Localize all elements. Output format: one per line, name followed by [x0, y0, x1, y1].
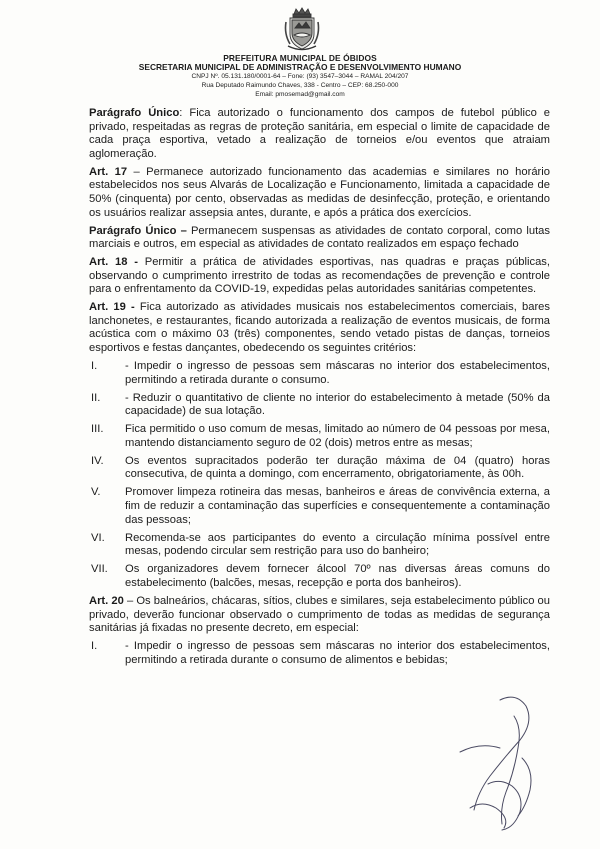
item-number: VII. [91, 563, 108, 576]
list-item [89, 455, 550, 482]
item-number: III. [91, 423, 104, 436]
list-item [89, 360, 550, 387]
item-text: - Reduzir o quantitativo de cliente no interior do estabelecimento à metade (50% da capacidade) de sua lotação. [125, 391, 550, 418]
document-body [89, 107, 550, 672]
list-item [89, 640, 550, 667]
item-text: Fica permitido o uso comum de mesas, limitado ao número de 04 pessoas por mesa, mantendo distanciamento seguro de 02 (dois) metros entre as mesas; [125, 423, 550, 449]
list-item [89, 563, 550, 590]
article-17 [89, 166, 550, 220]
list-item [89, 532, 550, 559]
article-text: Permitir a prática de atividades esportivas, nas quadras e praças públicas, observando o cumprimento irrestrito de todas as recomendações de prevenção e controle para o enfrentamento da COVID-19, expedidas pelas autoridades sanitárias competentes. [89, 256, 550, 296]
article-label: Art. 20 [89, 595, 124, 608]
item-number: II. [91, 391, 101, 404]
item-text: Os eventos supracitados poderão ter duração máxima de 04 (quatro) horas consecutiva, de quinta a domingo, com encerramento, obrigatoriamente, às 00h. [125, 454, 550, 481]
paragraph-unico-2 [89, 225, 550, 252]
article-text: – Permanece autorizado funcionamento das academias e similares no horário estabelecidos nos seus Alvarás de Localização e Funcionamento, limitada a capacidade de 50% (cinquenta) por cento, observadas as medidas de desinfecção, proteção, e orientando os usuários realizar assepsia antes, durante, e após a prática dos exercícios. [89, 165, 550, 219]
list-item [89, 423, 550, 450]
article-18 [89, 256, 550, 297]
cnpj-phone: CNPJ Nº. 05.131.180/0001-64 – Fone: (93) 3547–3044 – RAMAL 204/207 [191, 73, 409, 80]
paragraph-text: Permanecem suspensas as atividades de contato corporal, como lutas marciais e outros, em especial as atividades de contato realizados em espaço fechado [89, 224, 550, 251]
municipal-seal-icon [282, 6, 322, 52]
paragraph-unico-1 [89, 107, 550, 161]
paragraph-label: Parágrafo Único [89, 107, 180, 119]
municipality-name: PREFEITURA MUNICIPAL DE ÓBIDOS [223, 53, 377, 63]
article-label: Art. 17 [89, 165, 128, 178]
item-number: IV. [91, 454, 104, 467]
item-number: V. [91, 486, 101, 499]
list-item [89, 392, 550, 419]
article-label: Art. 18 - [89, 256, 138, 269]
email: Email: pmosemad@gmail.com [255, 91, 345, 98]
article-20 [89, 595, 550, 636]
secretariat-name: SECRETARIA MUNICIPAL DE ADMINISTRAÇÃO E DESENVOLVIMENTO HUMANO [138, 62, 462, 72]
paragraph-label: Parágrafo Único – [89, 224, 187, 237]
address: Rua Deputado Raimundo Chaves, 338 - Centro – CEP: 68.250-000 [201, 82, 399, 89]
item-text: - Impedir o ingresso de pessoas sem máscaras no interior dos estabelecimentos, permitindo a retirada durante o consumo de alimentos e bebidas; [125, 640, 550, 667]
paragraph-text: : Fica autorizado o funcionamento dos campos de futebol público e privado, respeitadas as regras de proteção sanitária, em especial o limite de capacidade de cada praça esportiva, vetado a realização de torneios e/ou eventos que atraiam aglomeração. [89, 107, 550, 160]
item-number: I. [91, 640, 98, 653]
handwritten-signature-icon [430, 688, 550, 838]
article-text: – Os balneários, chácaras, sítios, clubes e similares, seja estabelecimento público ou privado, deverão funcionar observado o cumprimento de todas as medidas de segurança sanitárias já fixadas no presente decreto, em especial: [89, 595, 550, 635]
item-number: VI. [91, 531, 105, 544]
item-text: - Impedir o ingresso de pessoas sem máscaras no interior dos estabelecimentos, permitindo a retirada durante o consumo. [125, 360, 550, 386]
article-19 [89, 301, 550, 355]
article-text: Fica autorizado as atividades musicais nos estabelecimentos comerciais, bares lanchonetes, e restaurantes, ficando autorizada a realização de eventos musicais, de forma acústica com o máximo 03 (três) componentes, sendo vetado pistas de danças, torneios esportivos e festas dançantes, obedecendo os seguintes critérios: [89, 301, 550, 355]
item-text: Recomenda-se aos participantes do evento a circulação mínima possível entre mesas, podendo circular sem restrição para uso do banheiro; [125, 531, 550, 558]
item-text: Os organizadores devem fornecer álcool 70º nas diversas áreas comuns do estabelecimento (balcões, mesas, recepção e porta dos banheiros). [125, 563, 550, 589]
item-text: Promover limpeza rotineira das mesas, banheiros e áreas de convivência externa, a fim de reduzir a contaminação das superfícies e consequentemente a contaminação das pessoas; [125, 486, 550, 526]
article-label: Art. 19 - [89, 301, 135, 314]
item-number: I. [91, 360, 98, 373]
list-item [89, 486, 550, 527]
